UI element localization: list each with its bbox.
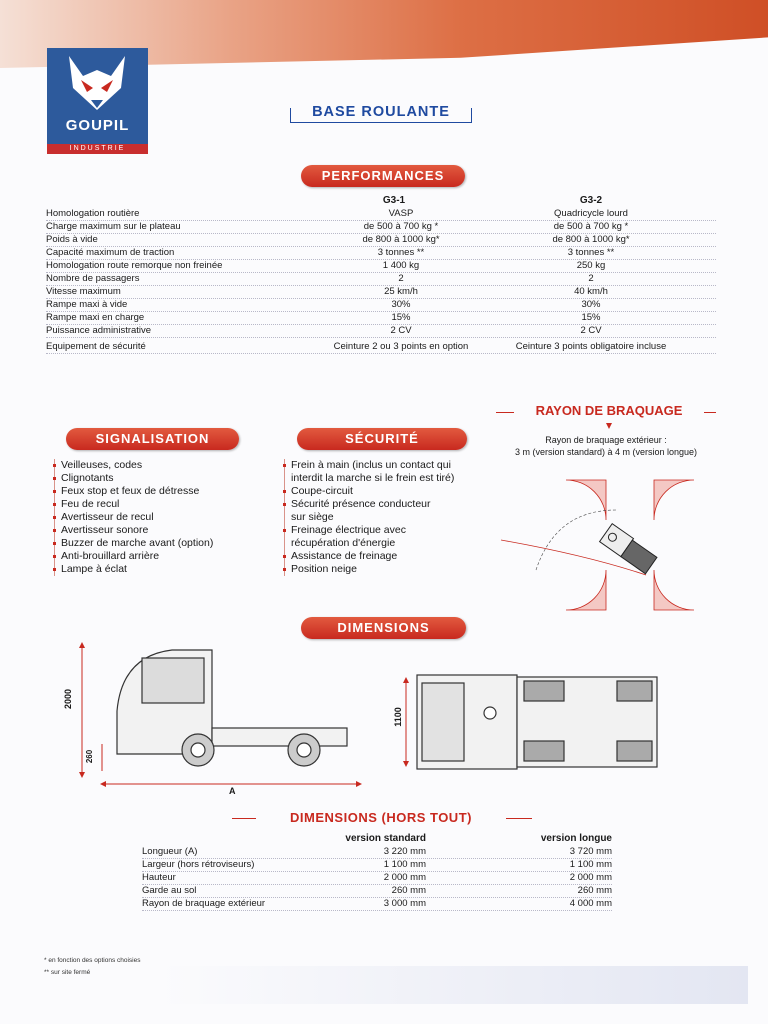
performance-row	[46, 272, 716, 286]
performance-row	[46, 246, 716, 260]
dims-row-standard: 3 000 mm	[383, 898, 426, 909]
row-g32-value: Ceinture 3 points obligatoire incluse	[515, 341, 667, 352]
row-g31-value: 2 CV	[390, 325, 412, 336]
row-label: Homologation route remorque non freinée	[46, 260, 223, 271]
col-version-standard: version standard	[345, 833, 426, 844]
dims-row	[142, 897, 612, 911]
list-item: Feu de recul	[61, 498, 213, 511]
performance-row	[46, 311, 716, 325]
row-g31-value: de 500 à 700 kg *	[363, 221, 439, 232]
row-g32-value: 3 tonnes **	[567, 247, 615, 258]
brick-quarter-bottom-left	[566, 570, 606, 610]
fox-head-icon	[47, 48, 148, 118]
dims-row-label: Hauteur	[142, 872, 176, 883]
row-label: Homologation routière	[46, 208, 140, 219]
dims-row-label: Rayon de braquage extérieur	[142, 898, 266, 909]
col-version-longue: version longue	[540, 833, 612, 844]
vehicle-top-view-diagram-icon	[417, 675, 657, 769]
row-label: Vitesse maximum	[46, 286, 121, 297]
row-g31-value: Ceinture 2 ou 3 points en option	[333, 341, 469, 352]
list-item: Avertisseur de recul	[61, 511, 213, 524]
signalisation-heading: SIGNALISATION	[66, 428, 239, 450]
col-g31: G3-1	[382, 195, 406, 206]
arrow-down-icon	[606, 423, 612, 429]
row-g31-value: 15%	[391, 312, 411, 323]
brick-quarter-bottom-right	[654, 570, 694, 610]
list-item: Avertisseur sonore	[61, 524, 213, 537]
page-title: BASE ROULANTE	[312, 104, 450, 120]
braquage-text	[496, 434, 716, 458]
performance-row	[46, 220, 716, 234]
footnote-2: ** sur site fermé	[44, 969, 91, 976]
braquage-heading: RAYON DE BRAQUAGE	[514, 403, 704, 418]
row-g32-value: 40 km/h	[574, 286, 608, 297]
row-label: Rampe maxi en charge	[46, 312, 145, 323]
list-item: Veilleuses, codes	[61, 459, 213, 472]
row-g32-value: de 500 à 700 kg *	[553, 221, 629, 232]
list-item: Feux stop et feux de détresse	[61, 485, 213, 498]
braquage-line1: Rayon de braquage extérieur :	[545, 435, 667, 445]
list-item: Coupe-circuit	[291, 485, 454, 498]
row-g32-value: 30%	[581, 299, 601, 310]
goupil-logo	[47, 48, 148, 154]
row-g31-value: de 800 à 1000 kg*	[362, 234, 440, 245]
dims-row-standard: 2 000 mm	[383, 872, 426, 883]
row-label: Nombre de passagers	[46, 273, 140, 284]
list-item: sur siège	[291, 511, 334, 523]
height-label: 2000	[63, 688, 74, 710]
performance-row	[46, 259, 716, 273]
row-g31-value: 2	[398, 273, 404, 284]
brand-name: GOUPIL	[65, 117, 130, 134]
row-g31-value: 3 tonnes **	[377, 247, 425, 258]
list-item: Buzzer de marche avant (option)	[61, 537, 214, 549]
dims-row-standard: 260 mm	[391, 885, 426, 896]
footnote-1: * en fonction des options choisies	[44, 957, 141, 964]
dims-row	[142, 858, 612, 872]
dims-row-longue: 260 mm	[577, 885, 612, 896]
performance-row	[46, 324, 716, 338]
vehicle-top-view-icon	[600, 524, 658, 574]
turning-radius-diagram	[496, 470, 718, 620]
list-item: interdit la marche si le frein est tiré)	[291, 472, 455, 484]
vehicle-side-view-icon	[117, 650, 347, 766]
list-item: Clignotants	[61, 472, 213, 485]
list-item: récupération d'énergie	[291, 537, 396, 549]
dims-row	[142, 845, 612, 859]
list-item: Frein à main (inclus un contact qui	[291, 459, 454, 472]
length-label: A	[229, 786, 236, 796]
dims-row-standard: 1 100 mm	[383, 859, 426, 870]
performance-row	[46, 340, 716, 354]
dims-row-label: Longueur (A)	[142, 846, 198, 857]
row-label: Equipement de sécurité	[46, 341, 146, 352]
dims-row	[142, 884, 612, 898]
row-g32-value: 15%	[581, 312, 601, 323]
row-g31-value: 25 km/h	[384, 286, 418, 297]
ground-clearance-label: 260	[85, 749, 95, 764]
row-g31-value: 30%	[391, 299, 411, 310]
list-item: Anti-brouillard arrière	[61, 550, 213, 563]
list-item: Freinage électrique avec	[291, 524, 454, 537]
performance-row	[46, 233, 716, 247]
list-item: Sécurité présence conducteur	[291, 498, 454, 511]
dims-table-heading: DIMENSIONS (HORS TOUT)	[256, 810, 506, 825]
dims-row-longue: 3 720 mm	[569, 846, 612, 857]
row-g31-value: 1 400 kg	[382, 260, 420, 271]
dims-row-label: Garde au sol	[142, 885, 197, 896]
dims-row-label: Largeur (hors rétroviseurs)	[142, 859, 255, 870]
row-label: Poids à vide	[46, 234, 98, 245]
row-label: Puissance administrative	[46, 325, 152, 336]
width-label: 1100	[392, 707, 403, 727]
row-g32-value: 2	[588, 273, 594, 284]
securite-list	[284, 459, 454, 576]
list-item: Position neige	[291, 563, 454, 576]
brick-quarter-top-right	[654, 480, 694, 520]
dimensions-heading: DIMENSIONS	[301, 617, 466, 639]
row-g32-value: de 800 à 1000 kg*	[552, 234, 630, 245]
row-g32-value: Quadricycle lourd	[554, 208, 628, 219]
row-g32-value: 250 kg	[576, 260, 606, 271]
signalisation-list	[54, 459, 213, 576]
row-g32-value: 2 CV	[580, 325, 602, 336]
row-label: Charge maximum sur le plateau	[46, 221, 181, 232]
performance-row	[46, 207, 716, 221]
col-g32: G3-2	[579, 195, 603, 206]
performances-heading: PERFORMANCES	[301, 165, 465, 187]
securite-heading: SÉCURITÉ	[297, 428, 467, 450]
performance-row	[46, 298, 716, 312]
dims-row-longue: 1 100 mm	[569, 859, 612, 870]
footer-band	[160, 966, 748, 1004]
brick-quarter-top-left	[566, 480, 606, 520]
row-label: Capacité maximum de traction	[46, 247, 175, 258]
brand-tagline: INDUSTRIE	[47, 144, 148, 154]
dims-row	[142, 871, 612, 885]
top-view-diagram	[392, 655, 667, 780]
list-item: Assistance de freinage	[291, 550, 454, 563]
performance-row	[46, 285, 716, 299]
dims-row-longue: 4 000 mm	[569, 898, 612, 909]
dims-row-standard: 3 220 mm	[383, 846, 426, 857]
braquage-line2: 3 m (version standard) à 4 m (version longue)	[514, 447, 698, 457]
row-label: Rampe maxi à vide	[46, 299, 128, 310]
row-g31-value: VASP	[388, 208, 414, 219]
side-view-diagram	[62, 636, 372, 801]
list-item: Lampe à éclat	[61, 563, 213, 576]
dims-row-longue: 2 000 mm	[569, 872, 612, 883]
